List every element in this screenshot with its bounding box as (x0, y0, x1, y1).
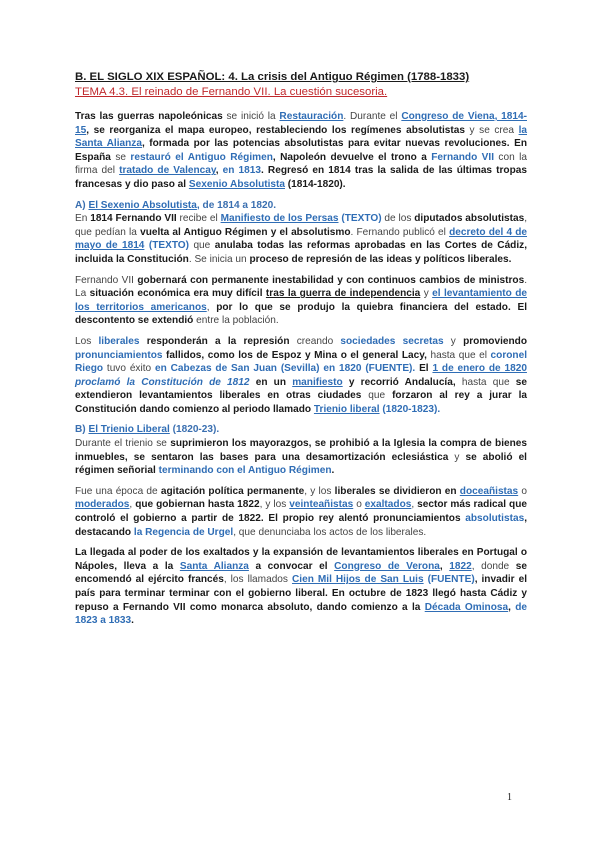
text-span: (TEXTO) (144, 240, 190, 252)
text-span: liberales se dividieron en (334, 485, 457, 497)
section-heading-b (75, 423, 527, 437)
text-span: En (75, 213, 91, 225)
page-number: 1 (507, 792, 512, 803)
text-span: en 1813 (222, 165, 262, 177)
link-exaltados[interactable]: exaltados (364, 499, 412, 511)
link-santa-alianza[interactable]: la Santa Alianza (75, 124, 527, 150)
link-trienio-heading[interactable]: El Trienio Liberal (88, 424, 170, 436)
text-span: o (353, 499, 365, 511)
text-span: Fue una época de (75, 485, 161, 497)
link-veinteanistas[interactable]: veinteañistas (289, 499, 354, 511)
document-subtitle: TEMA 4.3. El reinado de Fernando VII. La cuestión sucesoria. (75, 86, 388, 98)
text-span: se (110, 151, 131, 163)
text-span: por lo que se produjo la quiebra financiera del estado. El descontento se extendió (75, 301, 527, 327)
section-rest: (1820-23). (169, 424, 220, 436)
text-span: gobernará con permanente inestabilidad y con continuos cambios de ministros (137, 274, 525, 286)
text-span: , (215, 165, 223, 177)
text-span: se abolió el régimen señorial (75, 451, 527, 477)
text-span: . (331, 465, 335, 477)
text-span: y (448, 451, 466, 463)
link-decreto-4-mayo[interactable]: decreto del 4 de mayo de 1814 (75, 226, 528, 252)
link-1822[interactable]: 1822 (449, 560, 472, 572)
text-span: o (518, 485, 527, 497)
text-span: proclamó la Constitución de 1812 (75, 376, 250, 388)
text-span: diputados absolutistas (414, 213, 525, 225)
paragraph-intro (75, 110, 527, 192)
text-span: Durante el trienio se (75, 438, 171, 450)
text-span: . Se inicia un (188, 253, 250, 265)
text-span: (1814-1820). (285, 178, 346, 190)
text-span: Fernando VII (431, 151, 494, 163)
text-span: recibe el (176, 213, 221, 225)
document-body (75, 70, 527, 635)
text-span: , formada por las potencias absolutistas para evitar nuevas revoluciones. En España (75, 138, 527, 163)
link-cien-mil-hijos[interactable]: Cien Mil Hijos de San Luis (291, 574, 424, 586)
text-span: , (411, 499, 418, 511)
paragraph-trienio-2 (75, 485, 527, 539)
text-span: forzaron al rey a jurar la Constitución dando comienzo al periodo llamado (75, 390, 527, 415)
text-span: terminando con el Antiguo Régimen (158, 465, 332, 477)
link-manifiesto[interactable]: manifiesto (292, 376, 343, 388)
text-span: , (206, 301, 217, 313)
text-span: y (420, 288, 433, 300)
text-span: absolutistas (465, 513, 525, 525)
text-span: , que denunciaba los actos de los liberales. (233, 526, 427, 538)
text-span: El (415, 363, 433, 375)
text-span: coronel Riego (75, 349, 528, 375)
text-span: . (131, 615, 134, 627)
paragraph-trienio-1 (75, 437, 527, 478)
text-span: (TEXTO) (338, 213, 382, 225)
paragraph-sexenio-2 (75, 274, 527, 328)
text-span: hasta que el (426, 349, 491, 361)
section-rest: , de 1814 a 1820. (196, 199, 277, 211)
text-span: se encomendó al ejército francés (75, 560, 527, 586)
text-span: , (129, 499, 136, 511)
link-decada-ominosa[interactable]: Década Ominosa (424, 601, 509, 613)
text-span: , los llamados (223, 574, 292, 586)
link-sexenio-heading[interactable]: El Sexenio Absolutista (88, 199, 197, 211)
text-span: tras la guerra de independencia (265, 288, 421, 300)
text-span: entre la población. (193, 315, 279, 327)
link-trienio-liberal[interactable]: Trienio liberal (313, 403, 380, 415)
text-span: sociedades secretas (340, 335, 444, 347)
text-span: , (508, 601, 516, 613)
text-span: promoviendo (463, 335, 527, 347)
text-span: , se reorganiza el mapa europeo, restableciendo los regímenes absolutistas (86, 124, 465, 136)
text-span: , invadir el país para terminar terminar con el gobierno liberal. En octubre de 1823 llegó hasta Cádiz y repuso a Fernando VII como monarca absoluto, dando comienzo a la (75, 574, 528, 613)
link-congreso-verona[interactable]: Congreso de Verona (334, 560, 440, 572)
text-span: la Regencia de Urgel (133, 526, 234, 538)
text-span: proceso de represión de las ideas y políticos liberales. (249, 253, 512, 265)
section-heading-a (75, 199, 527, 213)
text-span: tuvo éxito (103, 363, 155, 375)
paragraph-sexenio-1 (75, 212, 527, 266)
text-span: , Napoleón devuelve el trono a (272, 151, 432, 163)
text-span: con la firma del (75, 151, 527, 177)
text-span: responderán a la represión (146, 335, 290, 347)
text-span: agitación política permanente (160, 485, 305, 497)
text-span: de 1823 a 1833 (75, 601, 528, 627)
text-span: en un (249, 376, 293, 388)
text-span: pronunciamientos (75, 349, 163, 361)
link-congreso-viena[interactable]: Congreso de Viena, 1814-15 (75, 111, 527, 136)
text-span: vuelta al Antiguo Régimen y el absolutismo (140, 226, 351, 238)
text-span: se inició la (222, 111, 280, 122)
link-santa-alianza-2[interactable]: Santa Alianza (179, 560, 249, 572)
text-span: . La (75, 274, 527, 300)
text-span: , que pedían la (75, 213, 528, 238)
text-span: suprimieron los mayorazgos, se prohibió a la Iglesia la compra de bienes inmuebles, se sentaron las bases para una desamortización eclesiástica (75, 438, 527, 463)
text-span: creando (289, 335, 341, 347)
text-span: . Durante el (343, 111, 402, 122)
link-levantamiento-americanos[interactable]: el levantamiento de los territorios americanos (75, 288, 527, 313)
text-span: . Regresó en 1814 tras la salida de las últimas tropas francesas y dio paso al (75, 165, 527, 190)
section-prefix: A) (75, 199, 89, 211)
text-span: La llegada al poder de los exaltados y la expansión de levantamientos liberales en Portugal o Nápoles, lleva a la (75, 547, 527, 572)
text-span: y (443, 335, 464, 347)
text-span: , destacando (75, 513, 527, 538)
link-1-enero-1820[interactable]: 1 de enero de 1820 (432, 363, 527, 375)
text-span: que (361, 390, 393, 402)
link-restauracion[interactable]: Restauración (279, 111, 344, 122)
text-span: fallidos, como los de Espoz y Mina o el general Lacy, (162, 349, 427, 361)
link-tratado-valencay[interactable]: tratado de Valencay (119, 165, 216, 177)
text-span: restauró el Antiguo Régimen (130, 151, 273, 163)
text-span: situación económica era muy difícil (89, 288, 263, 300)
text-span: , donde (471, 560, 516, 572)
text-span (139, 336, 146, 347)
text-span: . Fernando publicó el (350, 226, 450, 238)
link-sexenio-absolutista[interactable]: Sexenio Absolutista (188, 178, 285, 190)
text-span: sector más radical que controló el gobierno a partir de 1822. El propio rey alentó pronunciamientos (75, 499, 527, 525)
text-span: a convocar el (248, 560, 335, 572)
text-span: de los (381, 213, 415, 225)
text-span: se extendieron levantamientos liberales en otras ciudades (75, 376, 527, 402)
text-span: liberales (98, 335, 140, 347)
text-span: y recorrió Andalucía, (342, 376, 456, 388)
text-span: , y los (259, 499, 290, 511)
text-span: Los (75, 335, 99, 347)
text-span: y se crea (464, 124, 519, 136)
text-span: , y los (304, 485, 335, 497)
text-span: , (439, 560, 450, 572)
text-span: que gobiernan hasta 1822 (135, 499, 260, 511)
document-title: B. EL SIGLO XIX ESPAÑOL: 4. La crisis del Antiguo Régimen (1788-1833) (75, 71, 470, 83)
text-span: que (189, 240, 215, 252)
text-span: (1820-1823). (379, 403, 441, 415)
text-span: hasta que (455, 376, 516, 388)
section-prefix: B) (75, 424, 89, 436)
paragraph-trienio-3 (75, 546, 527, 628)
link-doceanistas[interactable]: doceañistas (459, 485, 519, 497)
text-span: (FUENTE). (361, 363, 416, 375)
text-span: 1814 Fernando VII (90, 213, 177, 225)
text-span: anulaba todas las reformas aprobadas en las Cortes de Cádiz, incluida la Constitución (75, 240, 528, 265)
link-manifiesto-persas[interactable]: Manifiesto de los Persas (220, 213, 339, 225)
text-span: (FUENTE) (423, 574, 475, 586)
text-span: en Cabezas de San Juan (Sevilla) en 1820 (155, 363, 362, 375)
text-span: Tras las guerras napoleónicas (75, 111, 223, 122)
text-span: Fernando VII (75, 274, 138, 286)
paragraph-sexenio-3 (75, 335, 527, 417)
link-moderados[interactable]: moderados (75, 499, 130, 511)
